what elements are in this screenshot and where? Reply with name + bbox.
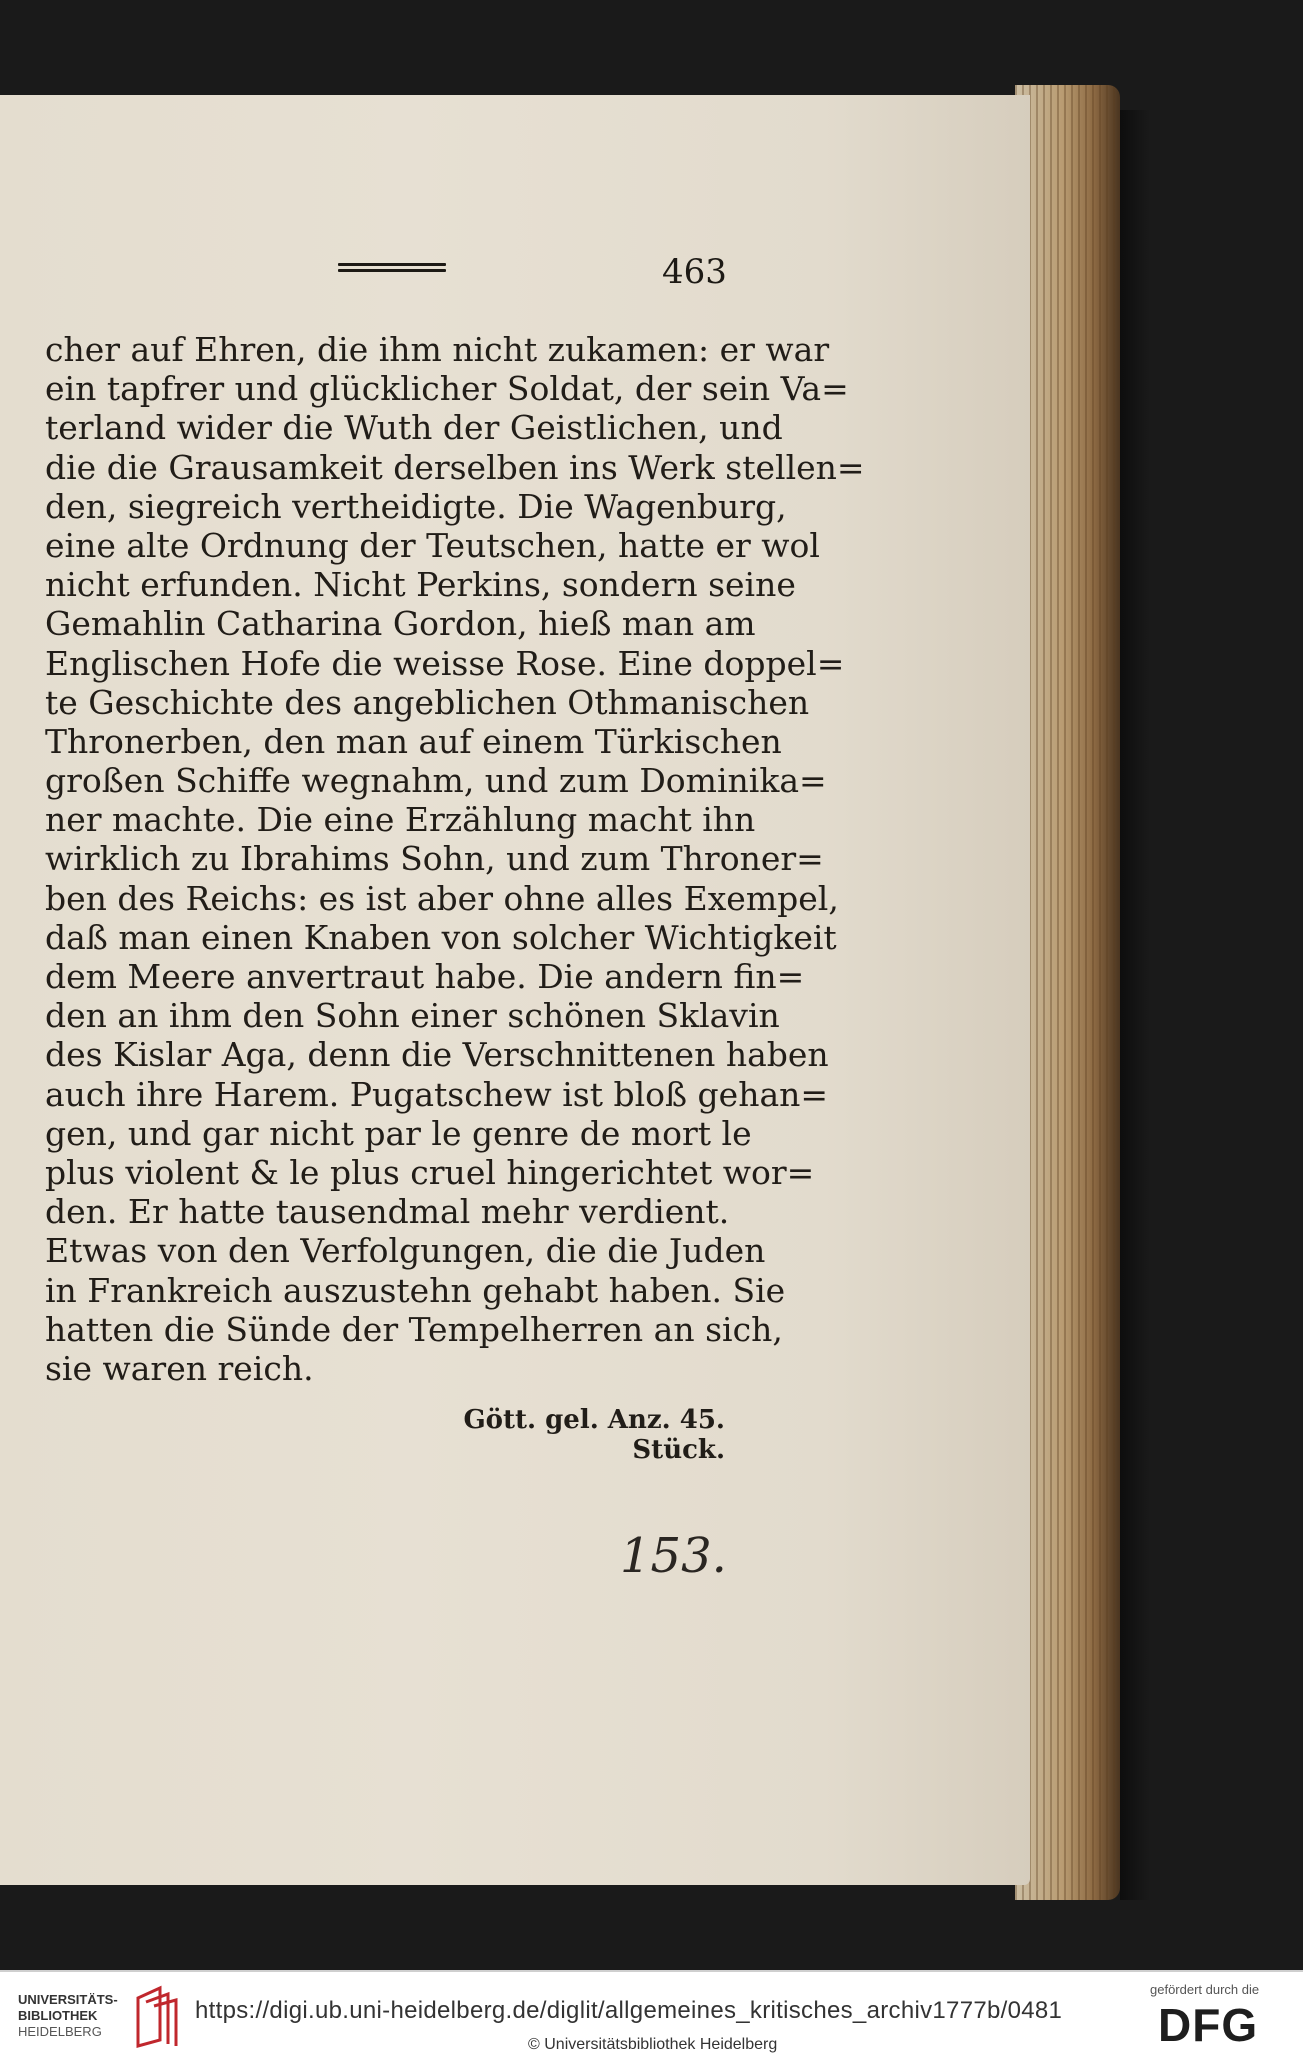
- text-line: den an ihm den Sohn einer schönen Sklavin: [45, 996, 780, 1036]
- library-name-line: UNIVERSITÄTS-: [18, 1992, 118, 2007]
- text-line: hatten die Sünde der Tempelherren an sich,: [45, 1309, 783, 1349]
- text-line: ben des Reichs: es ist aber ohne alles Exempel,: [45, 878, 839, 918]
- text-line: in Frankreich auszustehn gehabt haben. Sie: [45, 1270, 786, 1310]
- book-shadow: [1120, 110, 1150, 1900]
- page-block-edge: [1015, 85, 1120, 1900]
- page-url-link[interactable]: https://digi.ub.uni-heidelberg.de/diglit/allgemeines_kritisches_archiv1777b/0481: [195, 1997, 1063, 2024]
- source-citation: Gött. gel. Anz. 45. Stück.: [463, 1405, 725, 1465]
- text-line: Etwas von den Verfolgungen, die die Juden: [45, 1231, 766, 1271]
- text-line: sie waren reich.: [45, 1348, 314, 1388]
- copyright-text: © Universitätsbibliothek Heidelberg: [528, 2036, 778, 2053]
- text-line: großen Schiffe wegnahm, und zum Dominika=: [45, 761, 827, 801]
- header-rule: [338, 263, 446, 277]
- text-line: terland wider die Wuth der Geistlichen, und: [45, 408, 783, 448]
- funding-label: gefördert durch die: [1150, 1982, 1260, 1997]
- library-logo-icon[interactable]: [130, 1984, 182, 2050]
- text-line: dem Meere anvertraut habe. Die andern fin=: [45, 957, 805, 996]
- text-line: auch ihre Harem. Pugatschew ist bloß gehan=: [45, 1074, 829, 1114]
- text-line: eine alte Ordnung der Teutschen, hatte er wol: [45, 525, 820, 565]
- text-line: Gemahlin Catharina Gordon, hieß man am: [45, 604, 756, 644]
- dfg-logo[interactable]: DFG: [1158, 1999, 1259, 2051]
- library-name[interactable]: [18, 1992, 118, 2040]
- viewer-footer: [0, 1970, 1303, 2065]
- text-line: ein tapfrer und glücklicher Soldat, der sein Va=: [45, 369, 849, 409]
- text-line: die die Grausamkeit derselben ins Werk stellen=: [45, 447, 865, 487]
- text-line: daß man einen Knaben von solcher Wichtigkeit: [45, 917, 837, 957]
- body-text: [45, 330, 865, 1388]
- text-line: Thronerben, den man auf einem Türkischen: [45, 721, 782, 761]
- text-line: den. Er hatte tausendmal mehr verdient.: [45, 1192, 730, 1232]
- text-line: wirklich zu Ibrahims Sohn, und zum Throner=: [45, 839, 824, 879]
- text-line: des Kislar Aga, denn die Verschnittenen haben: [45, 1035, 829, 1075]
- text-line: ner machte. Die eine Erzählung macht ihn: [45, 800, 756, 840]
- page-number: 463: [662, 252, 727, 292]
- text-line: nicht erfunden. Nicht Perkins, sondern seine: [45, 565, 796, 605]
- signature-mark: 153.: [620, 1528, 727, 1584]
- text-line: plus violent & le plus cruel hingerichtet wor=: [45, 1152, 815, 1192]
- text-line: den, siegreich vertheidigte. Die Wagenburg,: [45, 486, 787, 526]
- text-line: Englischen Hofe die weisse Rose. Eine doppel=: [45, 643, 845, 683]
- text-line: gen, und gar nicht par le genre de mort le: [45, 1113, 752, 1153]
- library-name-line: HEIDELBERG: [18, 2024, 102, 2039]
- text-line: te Geschichte des angeblichen Othmanischen: [45, 682, 810, 722]
- text-line: cher auf Ehren, die ihm nicht zukamen: er war: [45, 330, 830, 369]
- library-name-line: BIBLIOTHEK: [18, 2008, 98, 2023]
- footer-divider: [0, 1970, 1303, 1972]
